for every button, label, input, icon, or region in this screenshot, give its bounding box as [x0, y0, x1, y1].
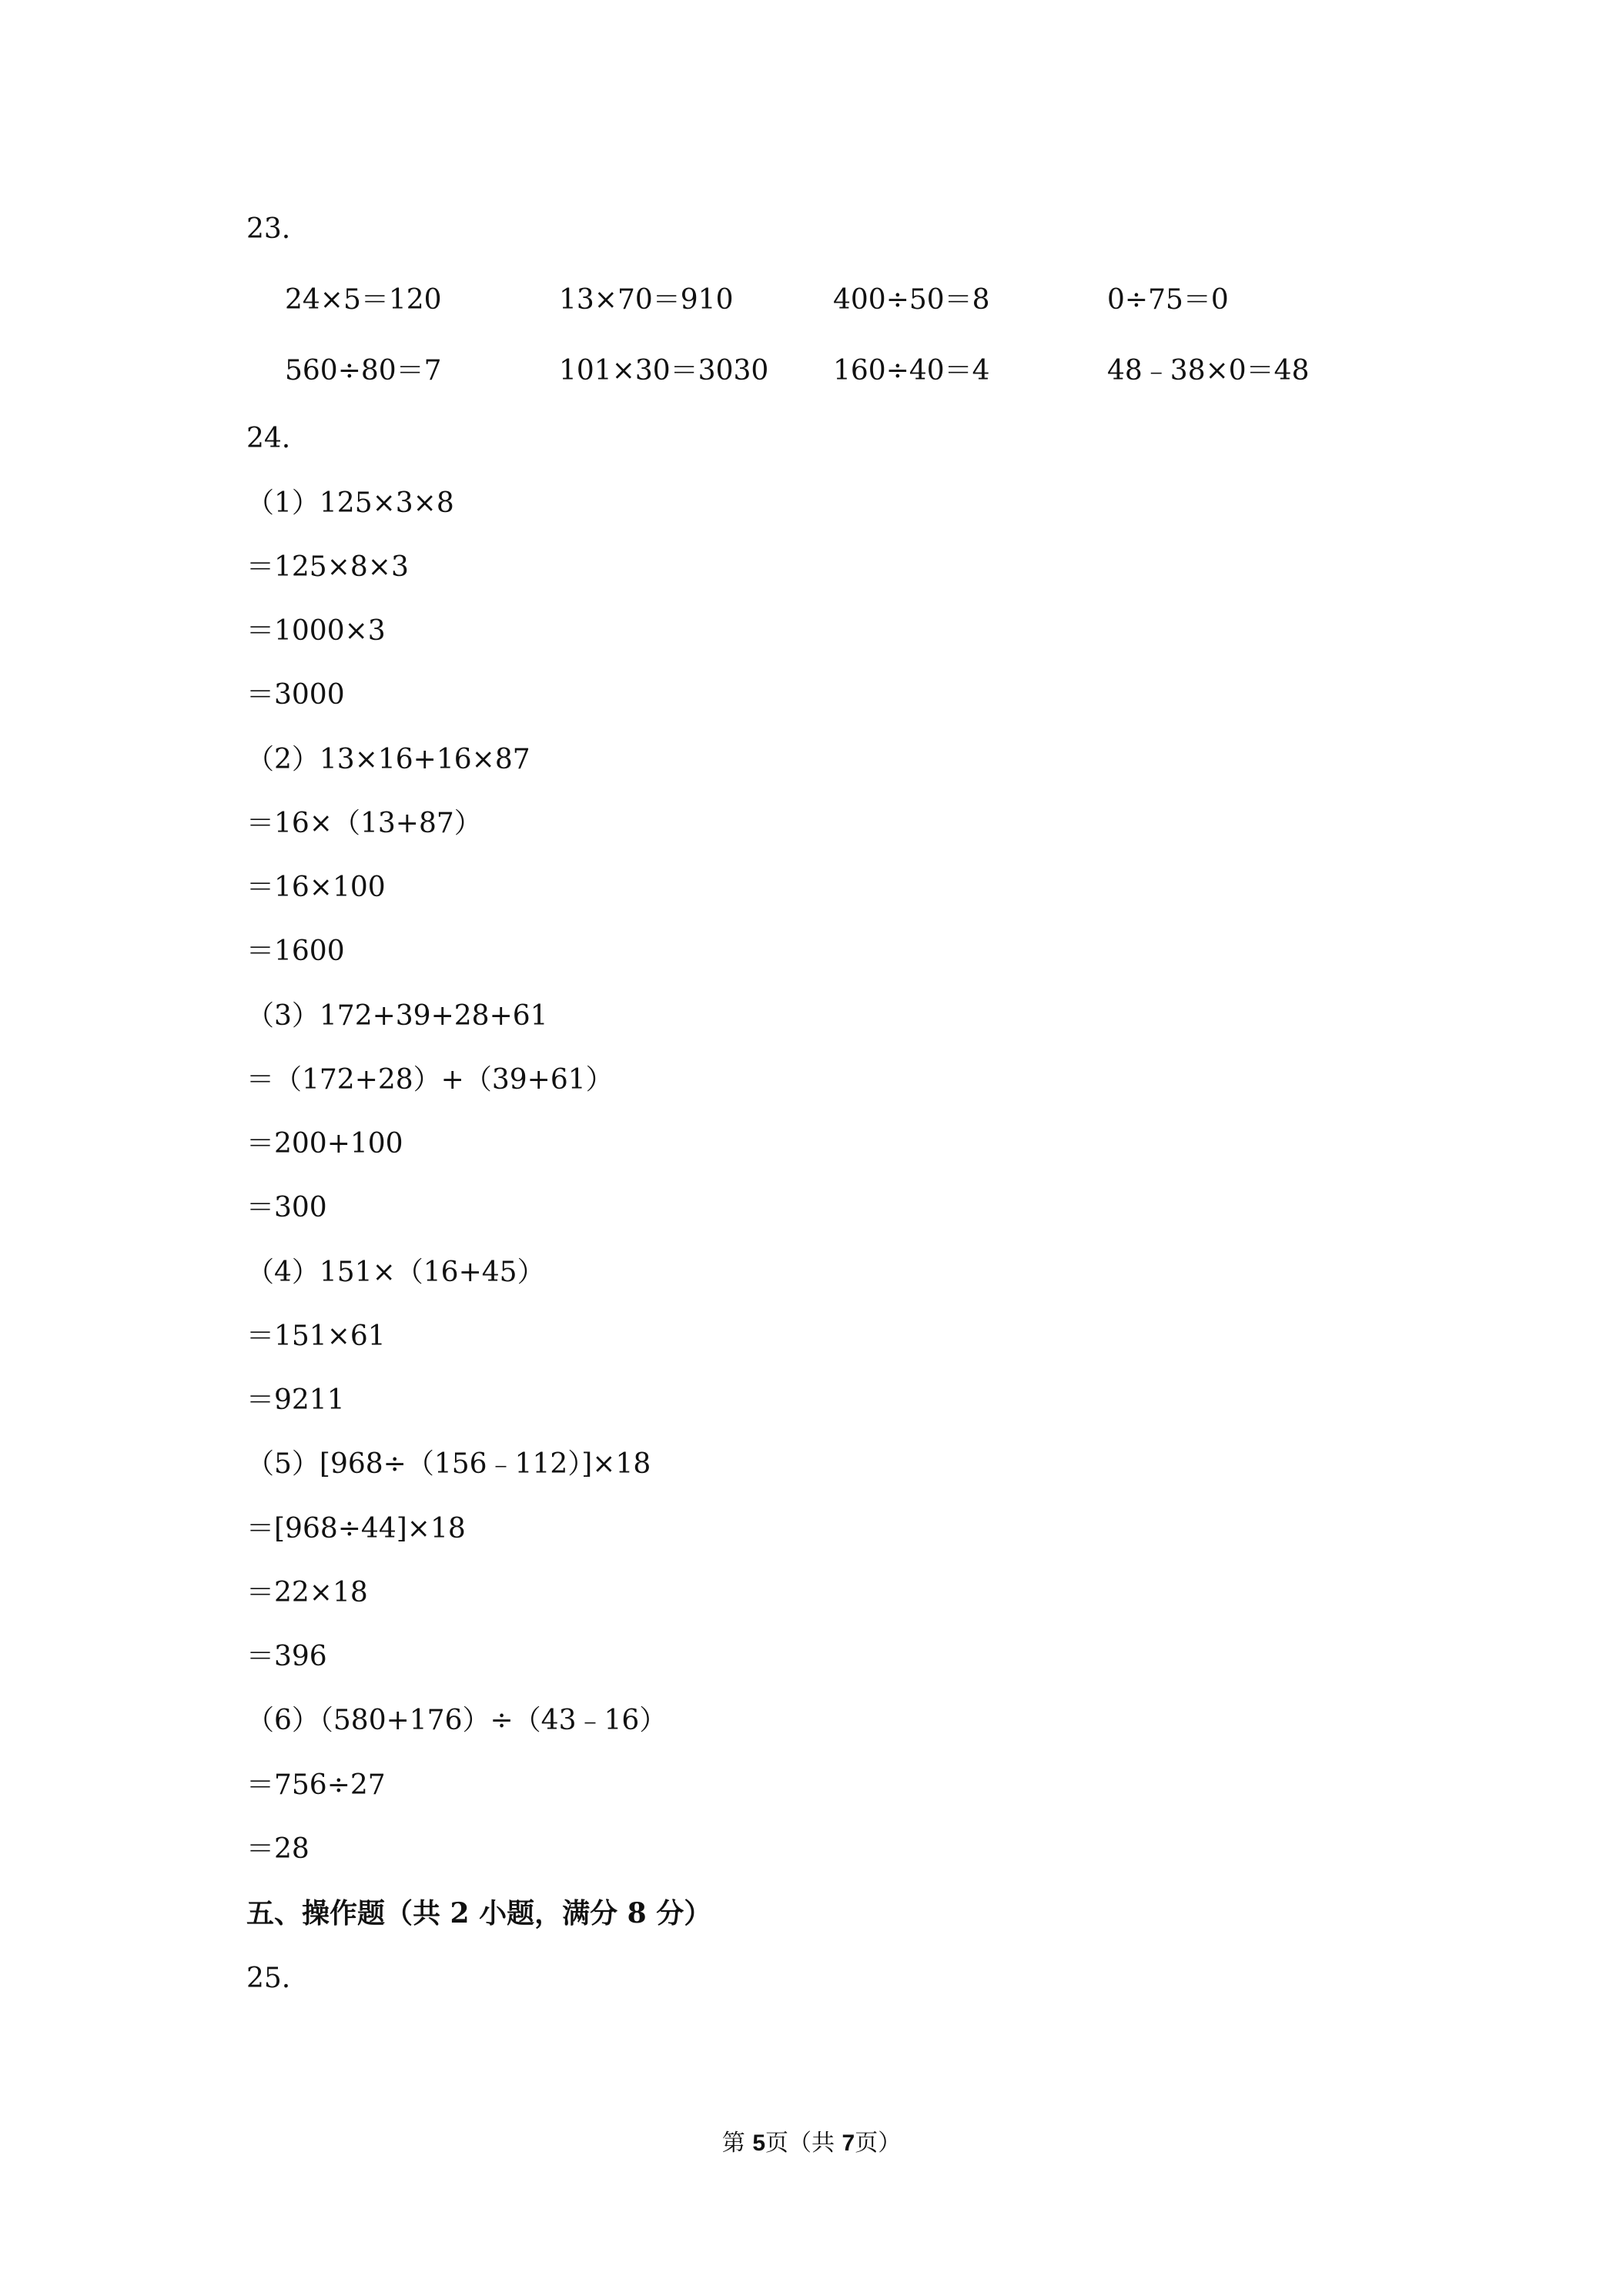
- q24-step: ＝28: [246, 1833, 310, 1865]
- q24-step: （2）13×16+16×87: [246, 744, 530, 775]
- question-25-label: 25.: [246, 1963, 291, 1994]
- q24-step: ＝1600: [246, 935, 345, 967]
- q24-step: ＝9211: [246, 1384, 345, 1416]
- page-footer: [0, 2128, 1623, 2159]
- q24-step: ＝3000: [246, 679, 345, 711]
- q24-step: ＝151×61: [246, 1320, 386, 1352]
- q24-step: （4）151×（16+45）: [246, 1257, 545, 1288]
- q24-step: （5）[968÷（156﹣112）]×18: [246, 1448, 651, 1480]
- footer-page-number: 5: [752, 2130, 765, 2156]
- q23-equation: 48﹣38×0＝48: [1107, 355, 1310, 387]
- q24-step: ＝[968÷44]×18: [246, 1513, 466, 1545]
- q24-step: ＝300: [246, 1192, 327, 1223]
- q23-equation: 160÷40＝4: [833, 355, 990, 387]
- q24-step: ＝16×（13+87）: [246, 808, 482, 839]
- q24-step: ＝1000×3: [246, 615, 386, 647]
- q23-equation: 24×5＝120: [285, 284, 442, 316]
- q24-step: ＝（172+28）+（39+61）: [246, 1064, 614, 1096]
- q23-equation: 101×30＝3030: [559, 355, 769, 387]
- q24-step: ＝125×8×3: [246, 551, 409, 583]
- q24-step: ＝396: [246, 1641, 327, 1672]
- footer-total-pages: 7: [842, 2130, 855, 2156]
- q24-step: ＝16×100: [246, 872, 386, 903]
- footer-prefix: 第: [721, 2130, 753, 2157]
- q24-step: ＝200+100: [246, 1128, 403, 1160]
- q24-step: ＝22×18: [246, 1577, 368, 1608]
- q24-step: ＝756÷27: [246, 1769, 386, 1801]
- q23-equation: 0÷75＝0: [1107, 284, 1229, 316]
- question-24-label: 24.: [246, 423, 291, 454]
- footer-middle: 页（共: [765, 2130, 842, 2157]
- footer-suffix: 页）: [855, 2130, 902, 2157]
- q24-step: （6）（580+176）÷（43﹣16）: [246, 1705, 668, 1736]
- q24-step: （1）125×3×8: [246, 487, 454, 519]
- q23-equation: 13×70＝910: [559, 284, 734, 316]
- q23-equation: 560÷80＝7: [285, 355, 442, 387]
- section-heading: 五、操作题（共 2 小题，满分 8 分）: [246, 1897, 712, 1930]
- q23-equation: 400÷50＝8: [833, 284, 990, 316]
- q24-step: （3）172+39+28+61: [246, 1000, 548, 1032]
- question-23-label: 23.: [246, 213, 291, 245]
